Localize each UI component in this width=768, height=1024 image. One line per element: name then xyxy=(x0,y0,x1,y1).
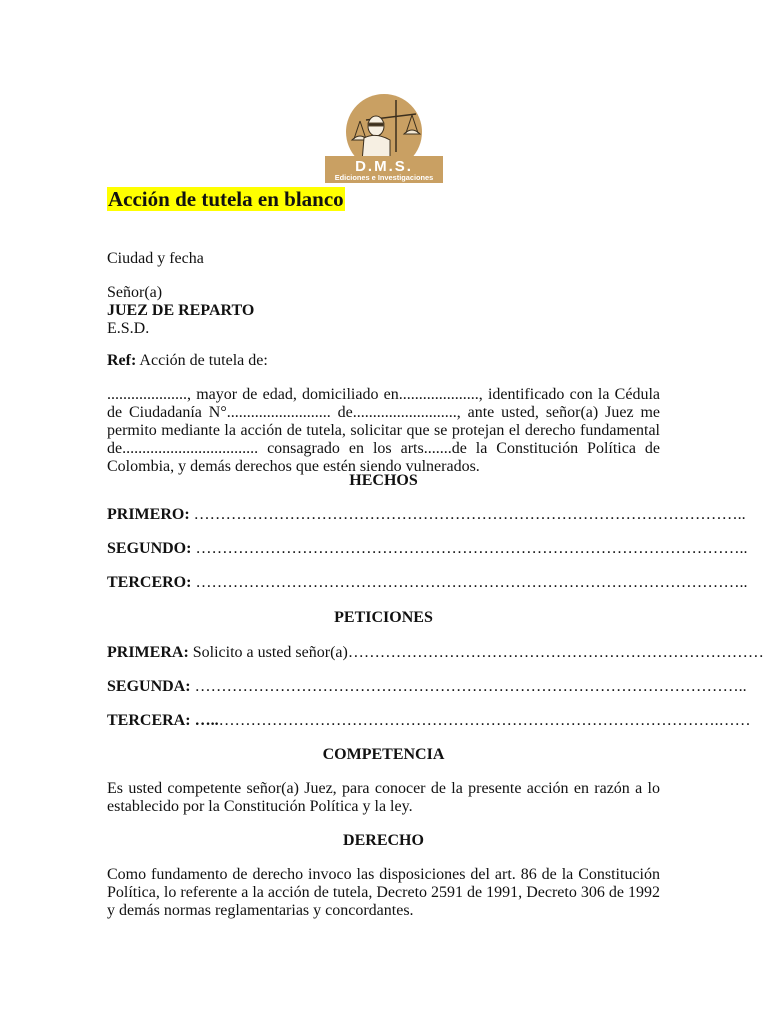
competencia-paragraph: Es usted competente señor(a) Juez, para conocer de la presente acción en razón a lo establecido por la Constitución Política y la ley. xyxy=(107,780,660,815)
hechos-heading: HECHOS xyxy=(349,472,418,489)
peticion-primera: PRIMERA: Solicito a usted señor(a)…………………………………………………………………… xyxy=(107,644,764,661)
city-date: Ciudad y fecha xyxy=(107,250,204,267)
derecho-heading: DERECHO xyxy=(343,832,424,849)
derecho-paragraph: Como fundamento de derecho invoco las disposiciones del art. 86 de la Constitución Política, lo referente a la acción de tutela, Decreto 2591 de 1991, Decreto 306 de 1992 y demás normas reglamentarias y concordantes. xyxy=(107,866,660,919)
recipient-line2: JUEZ DE REPARTO xyxy=(107,302,255,319)
justice-scale-icon xyxy=(324,92,444,183)
recipient-line3: E.S.D. xyxy=(107,320,150,337)
logo-brand: D.M.S. xyxy=(355,158,413,175)
hecho-segundo: SEGUNDO: ………………………………………………………………………………………….. xyxy=(107,540,748,557)
hecho-tercero: TERCERO: ………………………………………………………………………………………….. xyxy=(107,574,748,591)
reference: Ref: Acción de tutela de: xyxy=(107,352,268,369)
intro-paragraph: ...................., mayor de edad, domiciliado en...................., identificado con la Cédula de Ciudadanía N°.......................... de.........................., ante usted, señor(a) Juez me permito mediante la acción de tutela, solicitar que se protejan el derecho fundamental de.................................. consagrado en los arts.......de la Constitución Política de Colombia, y demás derechos que estén siendo vulnerados. xyxy=(107,386,660,475)
peticion-segunda: SEGUNDA: ………………………………………………………………………………………….. xyxy=(107,678,747,695)
recipient-block xyxy=(107,284,660,338)
peticion-tercera: TERCERA: …..………………………………………………………………………………….…… xyxy=(107,712,751,729)
dms-logo xyxy=(324,92,444,183)
recipient-line1: Señor(a) xyxy=(107,284,163,301)
document-title: Acción de tutela en blanco xyxy=(108,187,344,211)
hecho-primero: PRIMERO: ………………………………………………………………………………………….. xyxy=(107,506,746,523)
competencia-heading: COMPETENCIA xyxy=(322,746,445,763)
peticiones-heading: PETICIONES xyxy=(334,609,433,626)
logo-tagline: Ediciones e Investigaciones xyxy=(334,173,434,182)
